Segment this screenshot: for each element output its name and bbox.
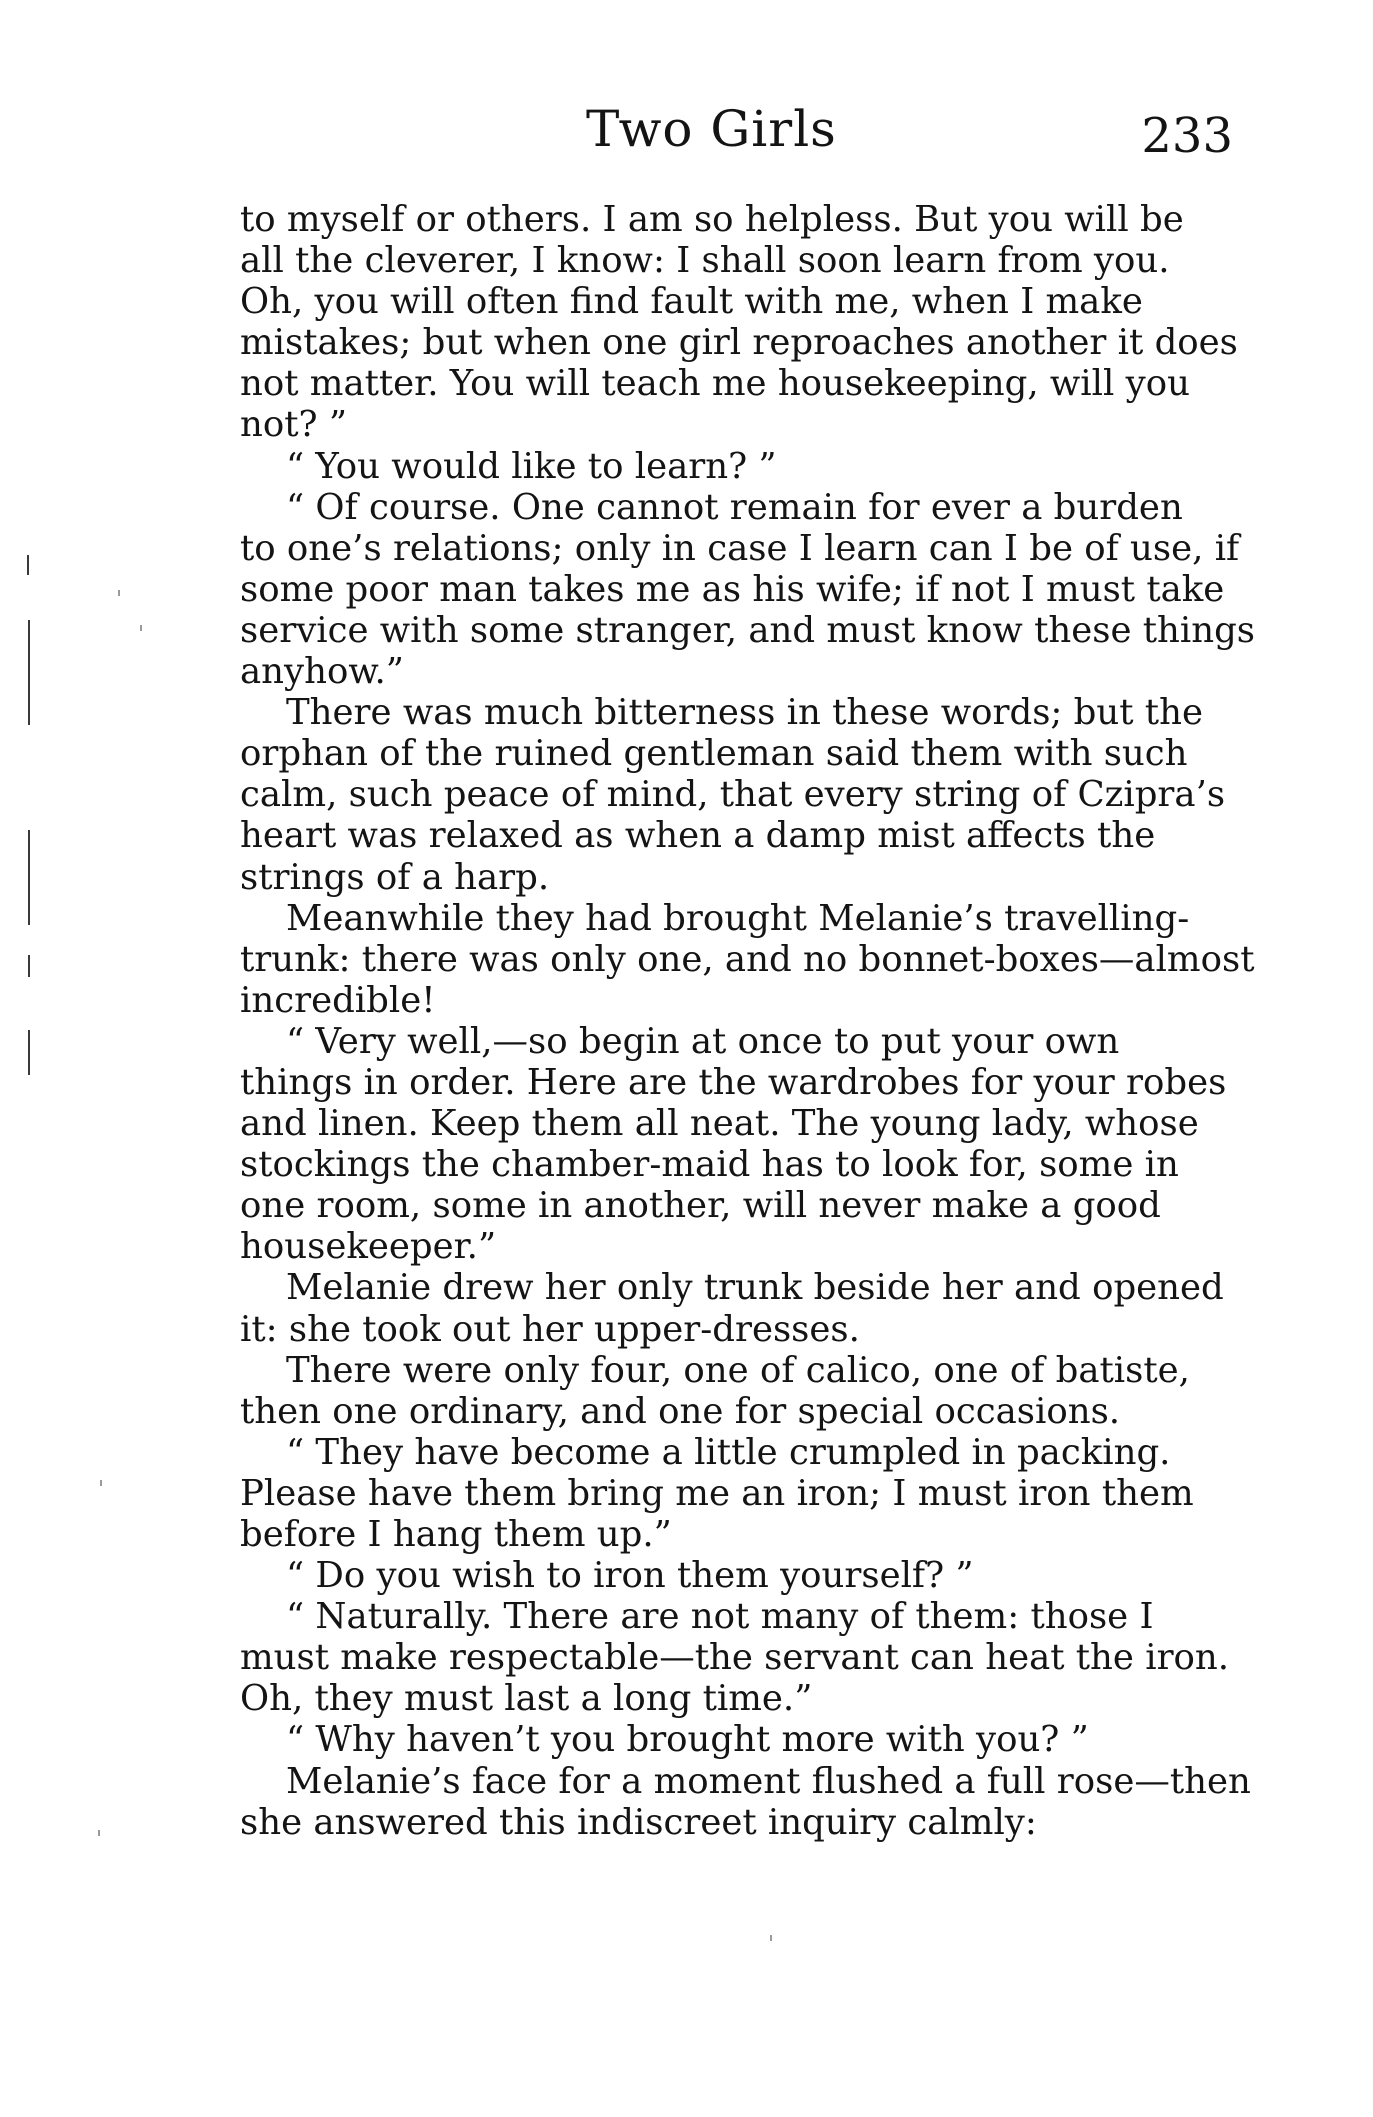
- gutter-speck: [770, 1935, 772, 1941]
- text-line: strings of a harp.: [240, 856, 550, 898]
- text-line: must make respectable—the servant can heat the iron.: [240, 1637, 1230, 1679]
- text-line: “ Of course. One cannot remain for ever a burden: [286, 486, 1183, 528]
- text-line: to one’s relations; only in case I learn can I be of use, if: [240, 527, 1240, 569]
- text-line: “ They have become a little crumpled in packing.: [286, 1431, 1171, 1473]
- text-line: things in order. Here are the wardrobes for your robes: [240, 1061, 1227, 1103]
- text-line: calm, such peace of mind, that every string of Czipra’s: [240, 774, 1226, 816]
- gutter-mark: [28, 620, 30, 725]
- text-line: and linen. Keep them all neat. The young lady, whose: [240, 1103, 1199, 1145]
- text-line: to myself or others. I am so helpless. But you will be: [240, 199, 1184, 240]
- text-line: heart was relaxed as when a damp mist affects the: [240, 815, 1156, 857]
- running-title: Two Girls: [586, 100, 837, 158]
- text-line: trunk: there was only one, and no bonnet-boxes—almost: [240, 938, 1255, 980]
- text-line: mistakes; but when one girl reproaches another it does: [240, 322, 1238, 364]
- gutter-speck: [98, 1830, 100, 1836]
- text-line: all the cleverer, I know: I shall soon learn from you.: [240, 240, 1170, 282]
- gutter-mark: [28, 955, 30, 977]
- text-line: not matter. You will teach me housekeeping, will you: [240, 363, 1190, 405]
- text-line: Oh, you will often find fault with me, when I make: [240, 281, 1143, 323]
- page-number: 233: [1141, 108, 1233, 164]
- text-line: There was much bitterness in these words; but the: [286, 692, 1203, 734]
- text-line: anyhow.”: [240, 651, 404, 693]
- gutter-speck: [118, 590, 120, 596]
- text-line: Meanwhile they had brought Melanie’s travelling-: [286, 897, 1190, 939]
- text-line: “ Why haven’t you brought more with you? ”: [286, 1719, 1089, 1761]
- text-line: it: she took out her upper-dresses.: [240, 1308, 860, 1350]
- text-line: one room, some in another, will never make a good: [240, 1185, 1161, 1227]
- text-line: some poor man takes me as his wife; if not I must take: [240, 568, 1225, 610]
- page-header: [243, 100, 1243, 170]
- gutter-speck: [100, 1480, 102, 1486]
- text-line: “ Naturally. There are not many of them: those I: [286, 1596, 1154, 1638]
- text-line: “ You would like to learn? ”: [286, 445, 777, 487]
- text-line: stockings the chamber-maid has to look for, some in: [240, 1144, 1179, 1186]
- text-line: then one ordinary, and one for special occasions.: [240, 1390, 1121, 1432]
- text-line: she answered this indiscreet inquiry calmly:: [240, 1801, 1037, 1843]
- gutter-mark: [27, 555, 29, 575]
- text-line: incredible!: [240, 979, 436, 1021]
- text-line: Oh, they must last a long time.”: [240, 1678, 813, 1720]
- text-line: “ Do you wish to iron them yourself? ”: [286, 1555, 974, 1597]
- text-line: Melanie drew her only trunk beside her and opened: [286, 1267, 1224, 1309]
- gutter-mark: [28, 1030, 30, 1075]
- text-line: service with some stranger, and must know these things: [240, 609, 1256, 651]
- body-text: [240, 199, 1256, 1843]
- text-line: housekeeper.”: [240, 1226, 497, 1268]
- text-line: “ Very well,—so begin at once to put your own: [286, 1020, 1120, 1062]
- text-line: Please have them bring me an iron; I must iron them: [240, 1472, 1194, 1514]
- gutter-mark: [28, 830, 30, 925]
- text-line: Melanie’s face for a moment flushed a full rose—then: [286, 1760, 1251, 1802]
- text-line: orphan of the ruined gentleman said them with such: [240, 733, 1188, 775]
- text-line: not? ”: [240, 404, 347, 446]
- gutter-speck: [140, 625, 142, 631]
- text-line: There were only four, one of calico, one of batiste,: [286, 1349, 1190, 1391]
- text-line: before I hang them up.”: [240, 1514, 672, 1555]
